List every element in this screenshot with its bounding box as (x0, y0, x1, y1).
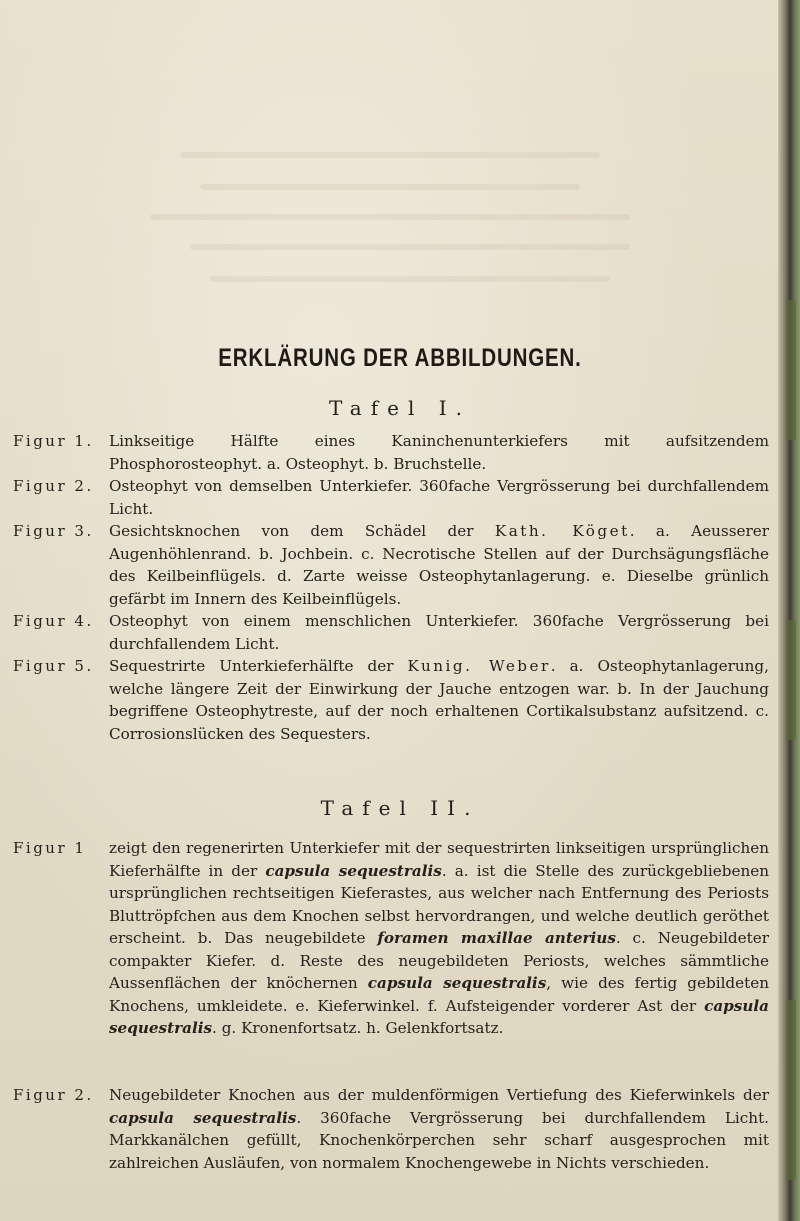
latin-term: capsula sequestralis (367, 974, 547, 992)
tafel-1-figur-5-label: Figur 5. (13, 657, 94, 675)
bleed-through-line (150, 214, 630, 220)
tafel-1-figur-1-label: Figur 1. (13, 432, 94, 450)
tafel-1-figur-2-text: Osteophyt von demselben Unterkiefer. 360fache Vergrösserung bei durchfallendem Licht. (109, 477, 769, 518)
bleed-through-line (180, 152, 600, 158)
tafel-1-figur-4-label: Figur 4. (13, 612, 94, 630)
tafel-1-figur-5-text (109, 655, 769, 745)
bleed-through-line (210, 276, 610, 282)
tafel-2-figur-1-text (109, 837, 769, 1040)
tafel-2-title: Tafel II. (320, 796, 480, 820)
page-edge-stain (786, 620, 796, 740)
tafel-2-figur-1-label: Figur 1 (13, 839, 87, 857)
bleed-through-line (200, 184, 580, 190)
figur-1-text-a: zeigt den regenerirten Unterkiefer mit der sequestrirten linkseitigen ursprünglichen Kieferhälfte in der (109, 839, 769, 880)
tafel-2-figur-2-label: Figur 2. (13, 1086, 94, 1104)
bleed-through-line (190, 244, 630, 250)
tafel-2-figur-2-text (109, 1084, 769, 1174)
latin-term: capsula sequestralis (109, 996, 769, 1037)
tafel-1-figur-3-label: Figur 3. (13, 522, 94, 540)
page-edge-stain (786, 1000, 796, 1180)
figur-1-text-c: . c. Neugebildeter compakter Kiefer. d. Reste des neugebildeten Periosts, welches sämmtliche Aussenflächen der knöchernen (109, 929, 769, 992)
tafel-1-title: Tafel I. (329, 396, 471, 420)
figur-3-text-b: . a. Aeusserer Augenhöhlenrand. b. Jochbein. c. Necrotische Stellen auf der Durchsägungsfläche des Keilbeinflügels. d. Zarte weisse Osteophytanlagerung. e. Dieselbe grünlich gefärbt im Innern des Keilbeinflügels. (109, 522, 769, 608)
patient-name: Kath. Köget (494, 522, 630, 540)
figur-5-text-a: Sequestrirte Unterkieferhälfte der (109, 657, 408, 675)
patient-name: Kunig. Weber (407, 657, 551, 675)
latin-term: capsula sequestralis (265, 861, 442, 880)
tafel-1-figur-4-text: Osteophyt von einem menschlichen Unterkiefer. 360fache Vergrösserung bei durchfallendem Licht. (109, 612, 769, 653)
figur-3-text-a: Gesichtsknochen von dem Schädel der (109, 522, 495, 540)
figur-1-text-b: . a. ist die Stelle des zurückgebliebenen ursprünglichen rechtseitigen Kieferastes, aus welcher nach Entfernung des Periosts Bluttröpfchen aus dem Knochen selbst hervordrangen, und welche deutlich geröthet erscheint. b. Das neugebildete (109, 861, 769, 947)
latin-term: foramen maxillae anterius (377, 929, 616, 947)
figur-5-text-b: . a. Osteophytanlagerung, welche längere Zeit der Einwirkung der Jauche entzogen war. b. In der Jauchung begriffene Osteophytreste, auf der noch erhaltenen Cortikalsubstanz aufsitzend. c. Corrosionslücken des Sequesters. (109, 657, 769, 743)
latin-term: capsula sequestralis (109, 1108, 297, 1127)
tafel-1-figur-3-text (109, 520, 769, 610)
figur-2-text-b: . 360fache Vergrösserung bei durchfallendem Licht. Markkanälchen gefüllt, Knochenkörperchen sehr scharf ausgesprochen mit zahlreichen Ausläufen, von normalem Knochengewebe in Nichts verschieden. (109, 1108, 769, 1172)
figur-1-text-d: , wie des fertig gebildeten Knochens, umkleidete. e. Kieferwinkel. f. Aufsteigender vorderer Ast der (109, 974, 770, 1015)
tafel-1-figur-2-label: Figur 2. (13, 477, 94, 495)
page-heading: ERKLÄRUNG DER ABBILDUNGEN. (218, 344, 582, 372)
figur-2-text-a: Neugebildeter Knochen aus der muldenförmigen Vertiefung des Kieferwinkels der (109, 1086, 769, 1104)
tafel-1-figur-1-text: Linkseitige Hälfte eines Kaninchenunterkiefers mit aufsitzendem Phosphorosteophyt. a. Osteophyt. b. Bruchstelle. (109, 432, 769, 473)
figur-1-text-e: . g. Kronenfortsatz. h. Gelenkfortsatz. (212, 1019, 504, 1037)
